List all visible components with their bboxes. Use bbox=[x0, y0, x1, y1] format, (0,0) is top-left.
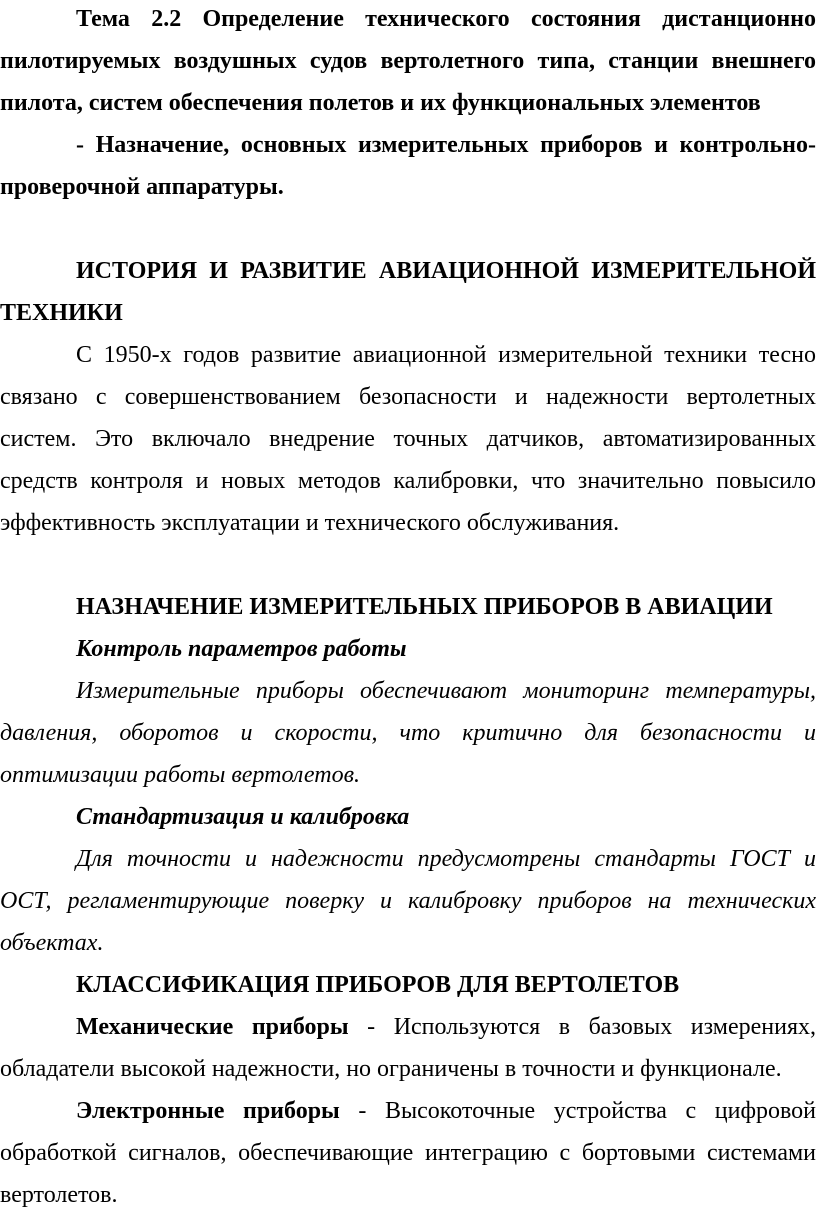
classification-heading: КЛАССИФИКАЦИЯ ПРИБОРОВ ДЛЯ ВЕРТОЛЕТОВ bbox=[76, 972, 680, 998]
electronic-instruments-paragraph bbox=[0, 1090, 816, 1216]
electronic-separator: - bbox=[339, 1098, 386, 1124]
control-parameters-subheading: Контроль параметров работы bbox=[76, 636, 407, 662]
electronic-instruments-term: Электронные приборы bbox=[76, 1098, 340, 1124]
standardization-paragraph: Для точности и надежности предусмотрены стандарты ГОСТ и ОСТ, регламентирующие поверку и калибровку приборов на технических объектах. bbox=[0, 846, 816, 956]
topic-title: Тема 2.2 Определение технического состояния дистанционно пилотируемых воздушных судов вертолетного типа, станции внешнего пилота, систем обеспечения полетов и их функциональных элементов bbox=[0, 6, 816, 116]
mechanical-instruments-term: Механические приборы bbox=[76, 1014, 349, 1040]
history-paragraph: С 1950-х годов развитие авиационной измерительной техники тесно связано с совершенствованием безопасности и надежности вертолетных систем. Это включало внедрение точных датчиков, автоматизированных средств контроля и новых методов калибровки, что значительно повысило эффективность эксплуатации и технического обслуживания. bbox=[0, 342, 816, 536]
topic-item: - Назначение, основных измерительных приборов и контрольно-проверочной аппаратуры. bbox=[0, 132, 816, 200]
control-parameters-paragraph: Измерительные приборы обеспечивают мониторинг температуры, давления, оборотов и скорости, что критично для безопасности и оптимизации работы вертолетов. bbox=[0, 678, 816, 788]
mechanical-separator: - bbox=[348, 1014, 394, 1040]
electronic-instruments-desc: Высокоточные устройства с цифровой обработкой сигналов, обеспечивающие интеграцию с бортовыми системами вертолетов. bbox=[0, 1098, 816, 1208]
mechanical-instruments-paragraph bbox=[0, 1006, 816, 1090]
mechanical-instruments-desc: Используются в базовых измерениях, обладатели высокой надежности, но ограничены в точности и функционале. bbox=[0, 1014, 816, 1082]
purpose-heading: НАЗНАЧЕНИЕ ИЗМЕРИТЕЛЬНЫХ ПРИБОРОВ В АВИАЦИИ bbox=[76, 594, 773, 620]
standardization-subheading: Стандартизация и калибровка bbox=[76, 804, 410, 830]
history-heading: ИСТОРИЯ И РАЗВИТИЕ АВИАЦИОННОЙ ИЗМЕРИТЕЛЬНОЙ ТЕХНИКИ bbox=[0, 258, 816, 326]
